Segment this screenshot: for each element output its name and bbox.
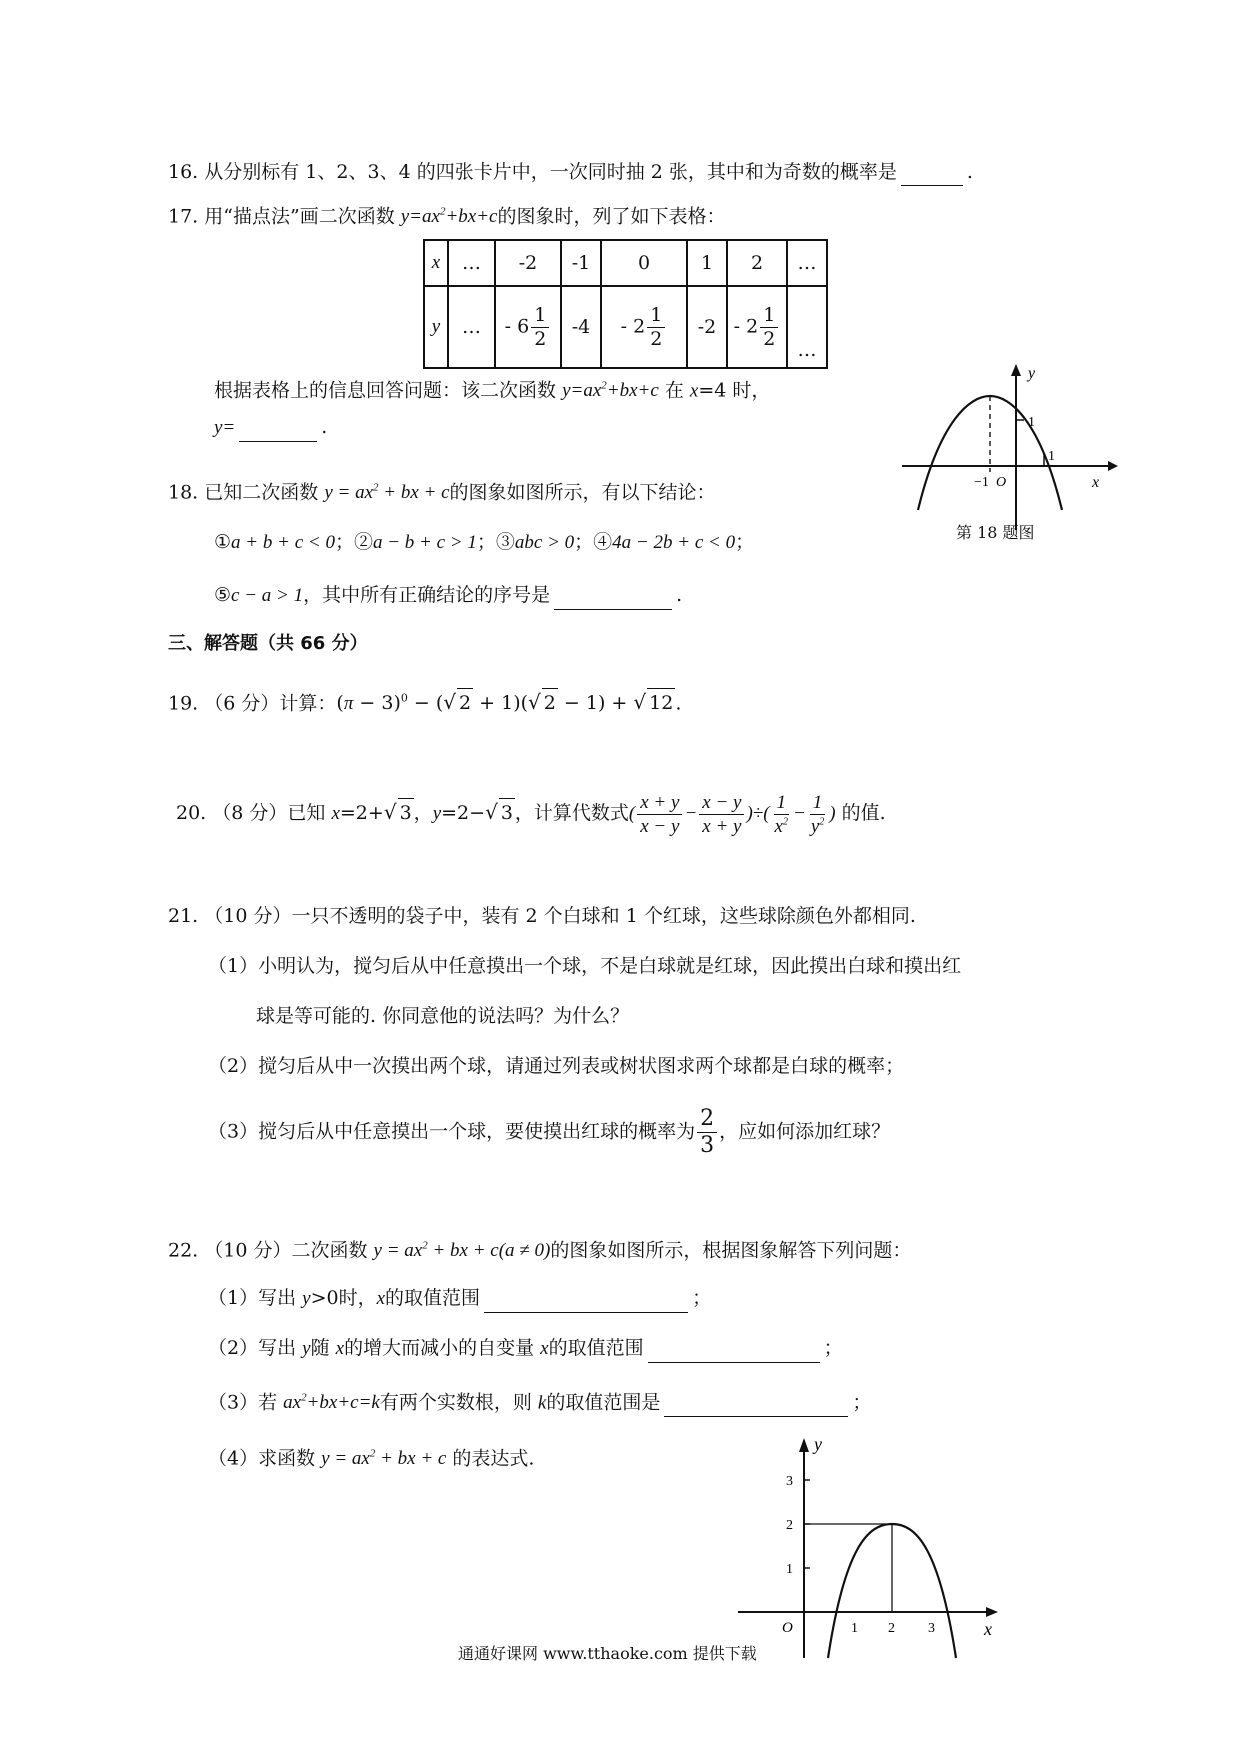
q18-c3: ；③ [476, 531, 515, 553]
q22-y-arrow [799, 1438, 809, 1452]
y-cell: -4 [561, 286, 601, 368]
q19-end: . [675, 692, 682, 715]
q22-label-y3: 3 [786, 1474, 793, 1489]
q22-p3b: 有两个实数根，则 [379, 1391, 532, 1414]
q22-p1-x: x [376, 1288, 386, 1309]
q17-ask [214, 372, 770, 405]
q18-text-b: 的图象如图所示，有以下结论： [449, 481, 716, 504]
table-row-y [424, 286, 827, 368]
q22-p1-blank[interactable] [484, 1312, 688, 1313]
q18-figure-caption: 第 18 题图 [956, 523, 1035, 542]
q22-p3a: （3）若 [208, 1391, 278, 1414]
q18-label-one-x: 1 [1048, 449, 1055, 464]
q19-number: 19. [168, 692, 199, 715]
q22-p2-x: x [335, 1338, 345, 1359]
q16-number: 16. [168, 161, 199, 183]
q22-label-y: y [814, 1434, 822, 1454]
q20-end: 的值. [841, 801, 886, 824]
frac-num: 1 [647, 306, 665, 328]
q18 [168, 474, 716, 507]
q22-label-x2: 2 [888, 1621, 895, 1636]
q18-c1-expr: a + b + c < 0 [231, 532, 335, 553]
q18-c5-line [214, 581, 682, 610]
x-label: x [424, 240, 448, 286]
x-cell: 2 [727, 240, 787, 286]
q18-text-a: 已知二次函数 [204, 481, 319, 504]
q18-c3-expr: abc > 0 [514, 532, 575, 553]
q17-text-a: 用“描点法”画二次函数 [204, 205, 395, 228]
y-cell-frac [760, 303, 778, 350]
q21-text: （10 分）一只不透明的袋子中，装有 2 个白球和 1 个红球，这些球除颜色外都相同. [204, 905, 916, 927]
q19-text: （6 分）计算： [204, 692, 337, 715]
q22-p2c: 的增大而减小的自变量 [344, 1337, 535, 1359]
y-cell-int: - 6 [504, 315, 530, 337]
q17 [168, 198, 725, 231]
q18-c2-expr: a − b + c > 1 [372, 532, 477, 553]
section-heading: 三、解答题（共 66 分） [168, 633, 368, 654]
y-cell: -2 [687, 286, 727, 368]
q21-p3a: （3）搅匀后从中任意摸出一个球，要使摸出红球的概率为 [208, 1120, 696, 1143]
q22-p2a: （2）写出 [208, 1337, 297, 1359]
q18-formula: $y = ax^2$ + bx + c [324, 482, 450, 504]
q22-p4b: 的表达式. [452, 1447, 535, 1470]
q17-ask-c: =4 时， [698, 379, 771, 402]
q17-ask-b: 在 [664, 379, 684, 402]
x-cell: 1 [687, 240, 727, 286]
q22-text-b: 的图象如图所示，根据图象解答下列问题： [550, 1239, 912, 1262]
q22-label-origin: O [782, 1620, 793, 1636]
q18-c5-expr: c − a > 1 [231, 585, 304, 606]
q17-ask-x: x [689, 380, 699, 402]
q22-p2-blank[interactable] [648, 1362, 820, 1363]
q20-expression: ( $\frac{x + y}{x - y}$ − $\frac{x - y}{x + y}$ )÷( $\frac{1}{x^2}$ − $\frac{1}{y^2}$ ) [628, 792, 836, 837]
q18-conclusions [214, 528, 754, 557]
q21 [168, 902, 916, 930]
frac-den: 2 [763, 327, 776, 350]
q22-p2 [208, 1334, 843, 1363]
q22-p3-eq: $ax^2+bx+c=k$ [283, 1392, 380, 1414]
q18-label-neg-one: −1 [974, 475, 989, 490]
q18-label-x: x [1092, 474, 1100, 491]
q22-figure [730, 1432, 1010, 1672]
q22-p1c: 的取值范围 [385, 1287, 481, 1309]
q18-c5: ⑤ [214, 584, 232, 606]
q22-p3 [208, 1384, 871, 1417]
q22-label-y2: 2 [786, 1518, 793, 1533]
q17-table [423, 239, 828, 369]
q22-p4 [208, 1440, 534, 1473]
q17-answer-prefix: y= [214, 417, 236, 438]
x-cell: … [787, 240, 827, 286]
q18-label-one-y: 1 [1028, 415, 1035, 430]
q17-ask-formula: $y=ax^2+bx+c$ [562, 380, 659, 402]
q18-label-y: y [1028, 365, 1036, 382]
q22-p1-end: ； [692, 1287, 712, 1309]
frac-den: 3 [700, 1133, 715, 1158]
y-cell [601, 286, 687, 368]
q17-end: . [321, 416, 328, 438]
q16-text: 从分别标有 1、2、3、4 的四张卡片中，一次同时抽 2 张，其中和为奇数的概率是 [204, 161, 897, 183]
y-cell-frac [531, 303, 549, 350]
q22-p4a: （4）求函数 [208, 1447, 316, 1470]
q21-number: 21. [168, 905, 199, 927]
x-cell: -2 [495, 240, 561, 286]
y-cell-int: - 2 [733, 315, 759, 337]
q18-c5-tail: ，其中所有正确结论的序号是 [303, 584, 551, 606]
y-cell: … [787, 286, 827, 368]
frac-den: 2 [650, 327, 663, 350]
q22-p2-end: ； [823, 1337, 843, 1359]
q16-answer-blank[interactable] [901, 185, 963, 186]
q20 [176, 793, 886, 836]
frac-den: 2 [534, 327, 547, 350]
q18-c4-expr: 4a − 2b + c < 0 [612, 532, 736, 553]
q22-p2b: 随 [310, 1337, 330, 1359]
q22-number: 22. [168, 1239, 199, 1262]
q22-text-a: （10 分）二次函数 [204, 1239, 368, 1262]
table-row-x [424, 240, 827, 286]
q22-p1: （1）写出 y>0时，x的取值范围 ； [208, 1284, 711, 1313]
footer: 通通好课网 www.tthaoke.com 提供下载 [458, 1644, 757, 1663]
q17-ask-a: 根据表格上的信息回答问题：该二次函数 [214, 379, 557, 402]
q18-c4: ；④ [574, 531, 613, 553]
q17-formula: $y=ax^2+bx+c$ [400, 206, 498, 228]
frac-num: 1 [531, 306, 549, 328]
q22-p2d: 的取值范围 [548, 1337, 644, 1359]
q20-text-a: （8 分）已知 [212, 801, 326, 824]
q18-end: . [676, 584, 683, 606]
y-cell-frac [647, 303, 665, 350]
q22-p1a: （1）写出 [208, 1287, 297, 1309]
q20-number: 20. [176, 801, 207, 824]
q22-p3-end: ； [852, 1391, 872, 1414]
q22-p3-k: k [537, 1392, 547, 1414]
q18-y-arrow [1011, 364, 1021, 376]
q22-p3-blank[interactable] [664, 1416, 848, 1417]
y-cell-int: - 2 [620, 315, 646, 337]
frac-num: 2 [697, 1108, 717, 1133]
q22-label-y1: 1 [786, 1562, 793, 1577]
q22-x-arrow [986, 1607, 998, 1617]
q18-x-arrow [1108, 461, 1118, 471]
frac-num: 1 [760, 306, 778, 328]
q18-c1: ① [214, 531, 232, 553]
q19 [168, 685, 681, 718]
y-cell [495, 286, 561, 368]
q16 [168, 158, 973, 186]
q21-p1a: （1）小明认为，搅匀后从中任意摸出一个球，不是白球就是红球，因此摸出白球和摸出红 [208, 955, 962, 977]
q21-p3b: ，应如何添加红球？ [719, 1120, 891, 1143]
q21-p3 [208, 1108, 890, 1157]
y-cell [727, 286, 787, 368]
q16-end: . [966, 161, 973, 183]
q21-p2: （2）搅匀后从中一次摸出两个球，请通过列表或树状图求两个球都是白球的概率； [208, 1055, 905, 1077]
y-cell: … [448, 286, 495, 368]
q22-p1-cond: y [302, 1288, 311, 1309]
q18-c2: ；② [334, 531, 373, 553]
q22-label-x: x [984, 1619, 992, 1639]
q22-formula: $y = ax^2$ + bx + c(a ≠ 0) [373, 1240, 551, 1262]
q22-label-x3: 3 [928, 1621, 935, 1636]
q19-expr: $(\pi - 3)^0$ − (√ 2 + 1)(√ 2 − 1) + √ 12 [336, 692, 675, 714]
q21-p3-fraction [697, 1108, 717, 1157]
q17-answer [214, 413, 327, 442]
q21-p1b: 球是等可能的. 你同意他的说法吗？为什么？ [256, 1005, 630, 1027]
q22-p2-y: y [302, 1338, 311, 1359]
q20-given: x=2+√ 3 ，y=2−√ 3 [331, 802, 514, 824]
q22 [168, 1232, 911, 1265]
q22-label-x1: 1 [851, 1621, 858, 1636]
q22-p3c: 的取值范围是 [546, 1391, 661, 1414]
q18-c4-end: ； [735, 531, 755, 553]
x-cell: -1 [561, 240, 601, 286]
x-cell: 0 [601, 240, 687, 286]
q17-text-b: 的图象时，列了如下表格： [497, 205, 726, 228]
q18-number: 18. [168, 481, 199, 504]
q18-figure [890, 360, 1120, 540]
q18-answer-blank[interactable] [554, 609, 672, 610]
x-cell: … [448, 240, 495, 286]
q20-text-b: ，计算代数式 [514, 801, 629, 824]
q18-label-origin: O [996, 475, 1007, 490]
q17-number: 17. [168, 205, 199, 228]
q22-p1b: 时， [338, 1287, 377, 1309]
q22-p2-x2: x [540, 1338, 549, 1359]
q22-p4-formula: $y = ax^2$ + bx + c [321, 1448, 447, 1470]
q17-answer-blank[interactable] [239, 441, 317, 442]
y-label: y [424, 286, 448, 368]
